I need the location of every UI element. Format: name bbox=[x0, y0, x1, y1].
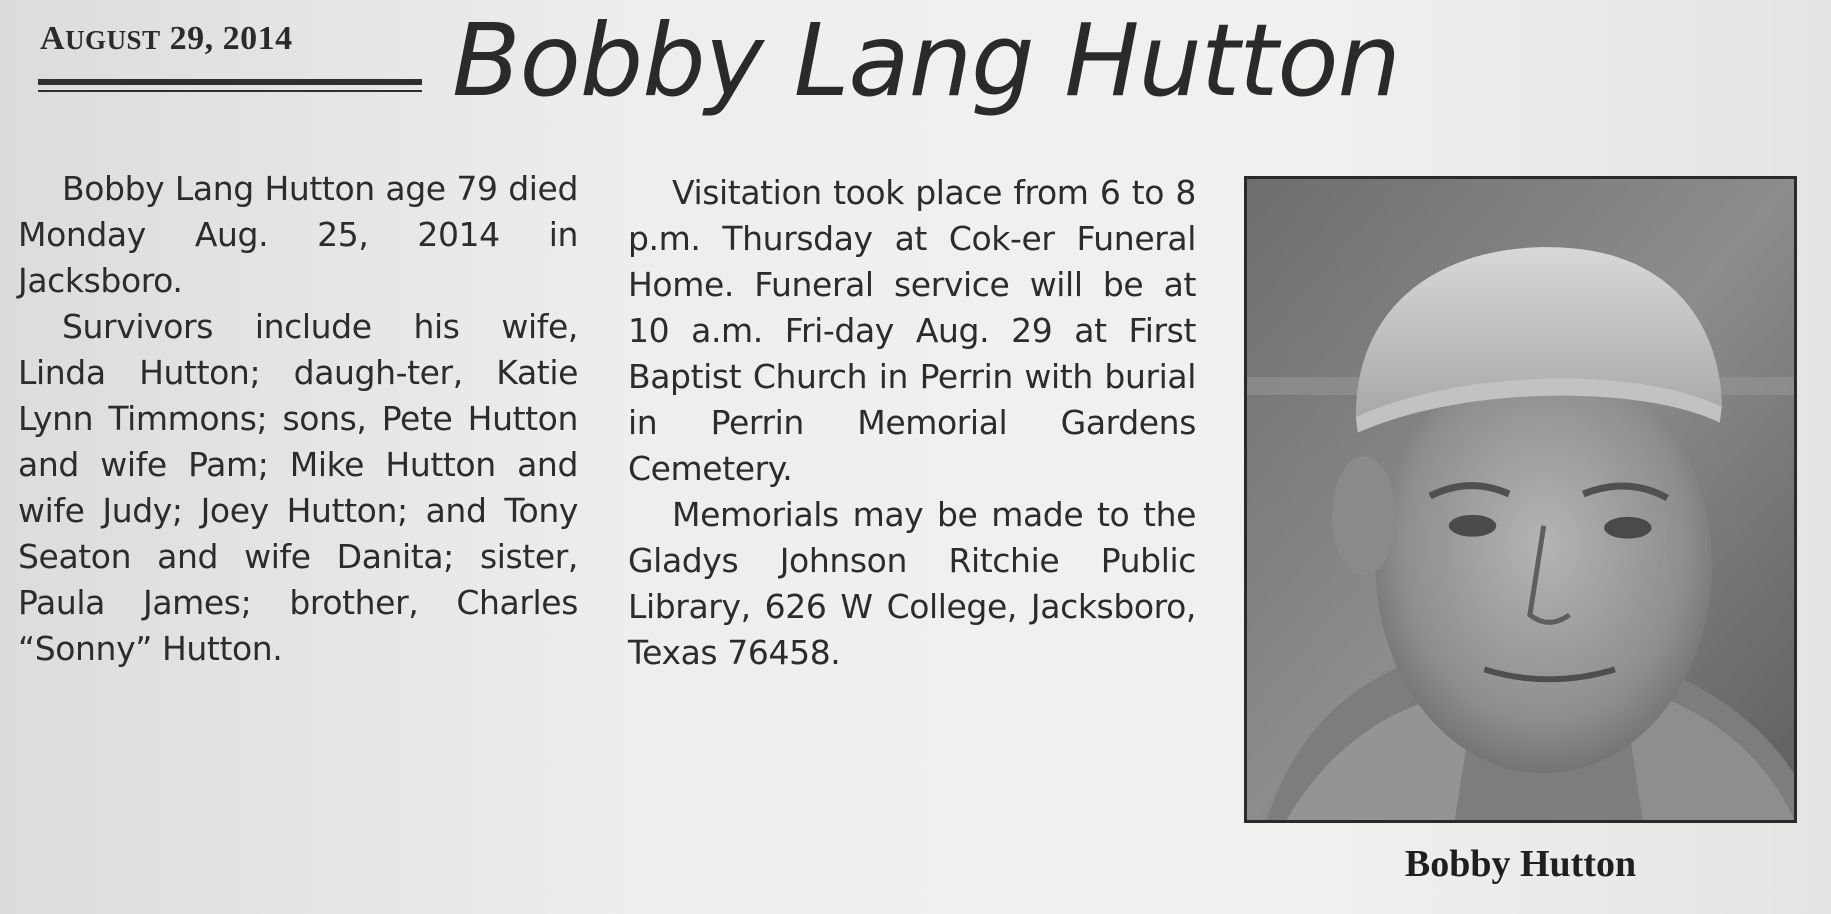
date-month-small-caps: UGUST bbox=[65, 25, 161, 55]
photo-caption: Bobby Hutton bbox=[1404, 843, 1637, 885]
publication-date bbox=[40, 20, 293, 58]
date-first-letter: A bbox=[40, 20, 66, 57]
portrait-illustration bbox=[1247, 179, 1794, 820]
date-rule-thick bbox=[38, 79, 422, 85]
services-paragraph: Visitation took place from 6 to 8 p.m. Thursday at Cok-er Funeral Home. Funeral service will be at 10 a.m. Fri-day Aug. 29 at First Baptist Church in Perrin with burial in Perrin Memorial Gardens Cemetery. bbox=[628, 173, 1196, 488]
text-column-2 bbox=[628, 170, 1196, 676]
memorials-paragraph: Memorials may be made to the Gladys Johnson Ritchie Public Library, 626 W College, Jacksboro, Texas 76458. bbox=[628, 495, 1196, 672]
survivors-paragraph: Survivors include his wife, Linda Hutton; daugh-ter, Katie Lynn Timmons; sons, Pete Hutton and wife Pam; Mike Hutton and wife Judy; Joey Hutton; and Tony Seaton and wife Danita; sister, Paula James; brother, Charles “Sonny” Hutton. bbox=[18, 307, 578, 668]
text-column-1 bbox=[18, 166, 578, 672]
death-notice-paragraph: Bobby Lang Hutton age 79 died Monday Aug. 25, 2014 in Jacksboro. bbox=[18, 169, 578, 300]
date-day-year: 29, 2014 bbox=[160, 20, 293, 57]
date-rule-thin bbox=[38, 90, 422, 92]
obituary-headline: Bobby Lang Hutton bbox=[452, 2, 1400, 119]
portrait-photo bbox=[1244, 176, 1797, 823]
